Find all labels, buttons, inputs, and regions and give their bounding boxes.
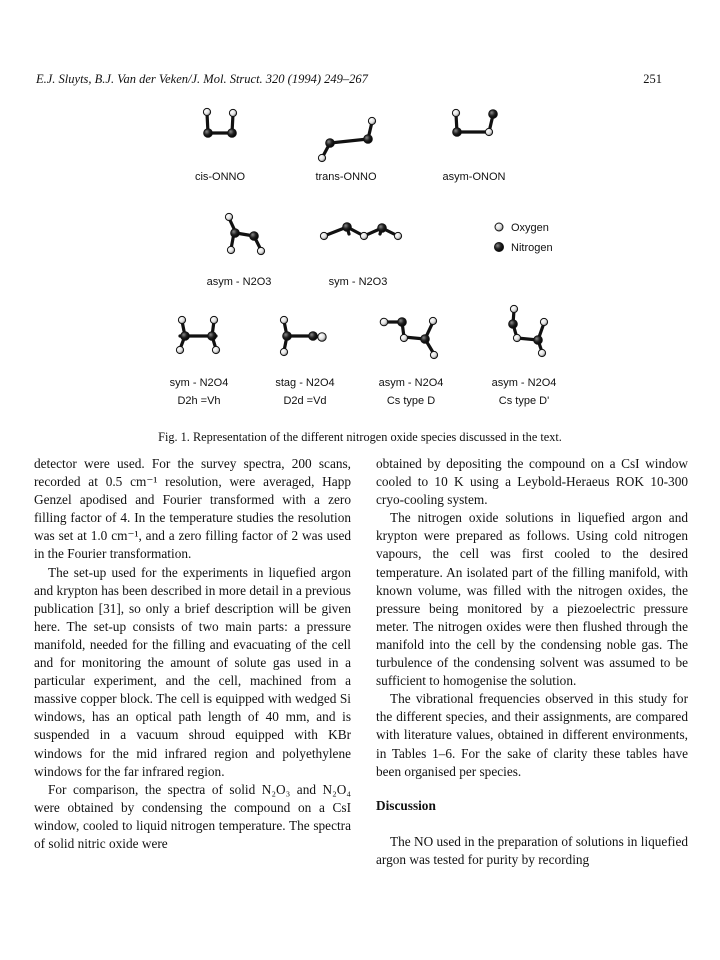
label-asym-n2o4-dp: asym - N2O4: [491, 377, 557, 389]
label-sym-n2o3: sym - N2O3: [328, 276, 388, 288]
label-sym-n2o4: sym - N2O4: [169, 377, 229, 389]
legend-oxygen: Oxygen: [511, 222, 549, 234]
section-heading: Discussion: [376, 797, 436, 813]
paragraph: The NO used in the preparation of solutions in liquefied argon was tested for purity by recording: [376, 833, 689, 867]
page-number: 251: [643, 72, 662, 86]
figure-1: [0, 95, 720, 430]
molecule-diagram: [0, 95, 720, 430]
running-header: [36, 72, 662, 92]
label-cis-onno: cis-ONNO: [194, 171, 246, 183]
symmetry-sym-n2o4: D2h =Vh: [177, 395, 221, 407]
paragraph: The set-up used for the experiments in liquefied argon and krypton has been described in more detail in a previous publication [31], so only a brief description will be given here. The set-up consists of two main parts: a pressure manifold, needed for the filling and evacuating of the cell and for monitoring the amount of solute gas used in a particular experiment, and the cell, machined from a massive copper block. The cell is equipped with wedged Si windows, has an optical path length of 40 mm, and is suspended in a vacuum shroud equipped with KBr windows for the mid infrared region and polyethylene windows for the far infrared region.: [34, 564, 351, 779]
paragraph: obtained by depositing the compound on a CsI window cooled to 10 K using a Leybold-Heraeus ROK 10-300 cryo-cooling system.: [376, 456, 688, 508]
paragraph: The vibrational frequencies observed in this study for the different species, and their assignments, are compared with literature values, obtained in different environments, in Tables 1–6. For the sake of clarity these tables have been organised per species.: [376, 691, 688, 779]
label-asym-onon: asym-ONON: [442, 171, 506, 183]
paragraph: detector were used. For the survey spectra, 200 scans, recorded at 0.5 cm⁻¹ resolution, were averaged, Happ Genzel apodised and Fourier transformed with a zero filling factor of 4. In the temperature studies the resolution was set at 1.0 cm⁻¹, and a zero filling factor of 2 was used in the Fourier transformation.: [34, 456, 351, 562]
label-stag-n2o4: stag - N2O4: [275, 377, 335, 389]
left-column: [34, 455, 351, 853]
symmetry-asym-n2o4-d: Cs type D: [386, 395, 436, 407]
legend-nitrogen: Nitrogen: [511, 242, 553, 254]
symmetry-asym-n2o4-dp: Cs type D': [498, 395, 550, 407]
running-title: E.J. Sluyts, B.J. Van der Veken/J. Mol. Struct. 320 (1994) 249–267: [36, 72, 368, 86]
figure-caption: Fig. 1. Representation of the different nitrogen oxide species discussed in the text.: [158, 430, 562, 444]
paragraph: For comparison, the spectra of solid N₂O₃ and N₂O₄ were obtained by condensing the compound on a CsI window, cooled to liquid nitrogen temperature. The spectra of solid nitric oxide were: [34, 781, 351, 851]
label-trans-onno: trans-ONNO: [315, 171, 377, 183]
label-asym-n2o3: asym - N2O3: [206, 276, 272, 288]
right-column: [376, 455, 688, 869]
paragraph: The nitrogen oxide solutions in liquefied argon and krypton were prepared as follows. Using cold nitrogen vapours, the cell was first cooled to the desired temperature. An isolated part of the filling manifold, with known volume, was filled with the nitrogen oxides, the pressure being monitored by a piezoelectric pressure meter. The nitrogen oxides were then flushed through the manifold into the cell by the condensing noble gas. The turbulence of the condensing solvent was assumed to be sufficient to homogenise the solution.: [376, 510, 688, 689]
symmetry-stag-n2o4: D2d =Vd: [283, 395, 327, 407]
label-asym-n2o4-d: asym - N2O4: [378, 377, 444, 389]
